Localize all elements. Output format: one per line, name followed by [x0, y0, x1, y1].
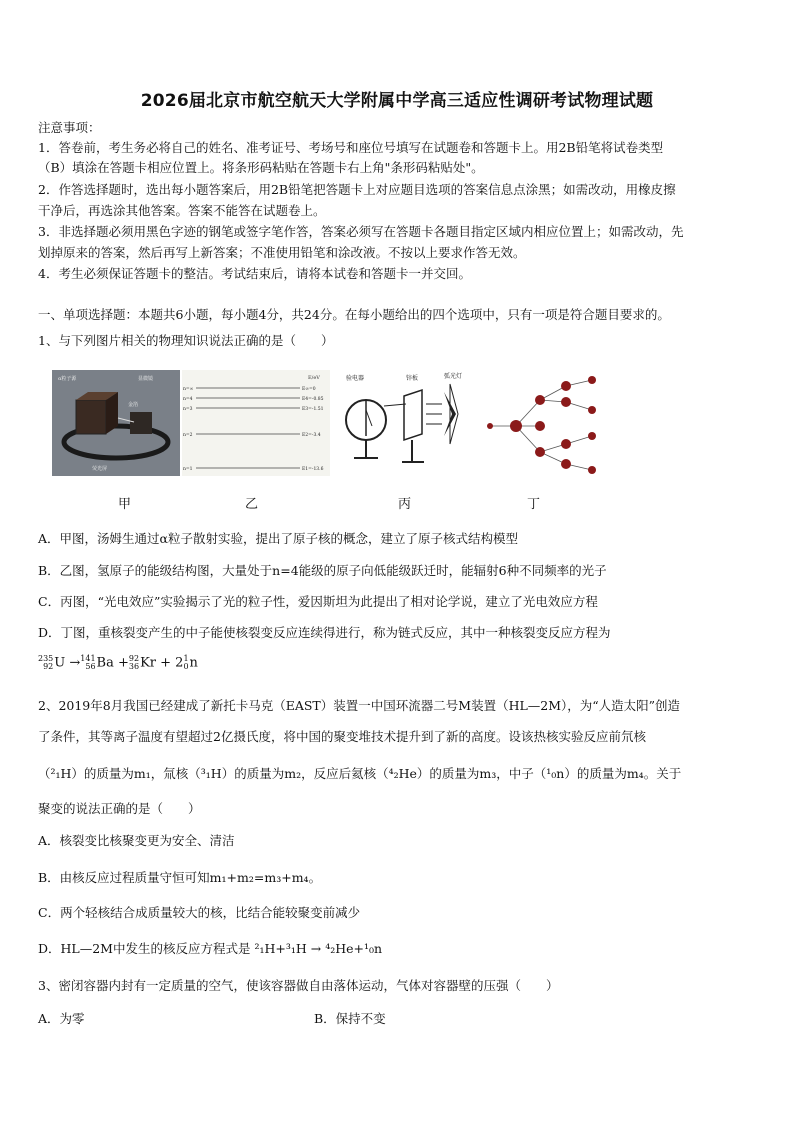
question-1-fission-equation: 235 92 U → 141 56 Ba + 92 36 Kr + 2 1 0 n: [38, 654, 198, 671]
figure-yi-energy: E2=-3.4: [302, 433, 321, 438]
question-2-stem-line: 了条件，其等离子温度有望超过2亿摄氏度，将中国的聚变堆技术提升到了新的高度。设该热核实验反应前氘核: [38, 729, 646, 744]
figure-yi-level: n=∞: [183, 387, 194, 392]
notice-item: 4．考生必须保证答题卡的整洁。考试结束后，请将本试卷和答题卡一并交回。: [38, 266, 471, 281]
figure-yi-level: n=2: [183, 433, 193, 438]
question-3-stem: 3、密闭容器内封有一定质量的空气，使该容器做自由落体运动，气体对容器壁的压强（ ）: [38, 978, 559, 993]
notice-item: 划掉原来的答案，然后再写上新答案；不准使用铅笔和涂改液。不按以上要求作答无效。: [38, 245, 526, 260]
question-1-stem: 1、与下列图片相关的物理知识说法正确的是（ ）: [38, 333, 334, 348]
question-2-option-a: A．核裂变比核聚变更为安全、清洁: [38, 833, 235, 848]
question-3-option-b: B．保持不变: [314, 1011, 386, 1026]
figure-bing-label-lamp: 弧光灯: [444, 373, 463, 380]
figure-bing-label-zinc: 锌板: [406, 375, 419, 382]
figure-yi-unit: E/eV: [308, 375, 320, 381]
question-2-stem-line: 2、2019年8月我国已经建成了新托卡马克（EAST）装置一中国环流器二号M装置（HL—2M），为“人造太阳”创造: [38, 698, 681, 713]
figure-yi-energy-levels: [182, 370, 330, 476]
question-2-option-b: B．由核反应过程质量守恒可知m₁+m₂=m₃+m₄。: [38, 870, 322, 885]
figure-ding-chain-reaction: [480, 370, 612, 476]
figure-bing-label-electroscope: 验电器: [346, 375, 365, 382]
figure-jia-label-foil: 金箔: [128, 402, 139, 408]
question-1-figures: [52, 370, 612, 480]
figure-yi-level: n=4: [183, 397, 193, 402]
figure-label-jia: 甲: [118, 497, 132, 512]
figure-jia-label-source: α粒子源: [58, 376, 77, 382]
figure-jia-scattering-apparatus: [52, 370, 180, 476]
figure-yi-energy: E1=-13.6: [302, 467, 324, 472]
figure-yi-energy: E4=-0.85: [302, 397, 324, 402]
figure-yi-level: n=3: [183, 407, 193, 412]
page-title: 2026届北京市航空航天大学附属中学高三适应性调研考试物理试题: [140, 91, 654, 111]
figure-bing-photoelectric: [340, 370, 474, 476]
figure-jia-label-microscope: 显微镜: [138, 376, 154, 382]
question-2-option-c: C．两个轻核结合成质量较大的核，比结合能较聚变前减少: [38, 905, 361, 920]
question-1-option-c: C．丙图，“光电效应”实验揭示了光的粒子性，爱因斯坦为此提出了相对论学说，建立了光电效应方程: [38, 594, 598, 609]
notice-item: （B）填涂在答题卡相应位置上。将条形码粘贴在答题卡右上角"条形码粘贴处"。: [38, 160, 484, 175]
question-1-option-a: A．甲图，汤姆生通过α粒子散射实验，提出了原子核的概念，建立了原子核式结构模型: [38, 531, 518, 546]
notice-item: 2．作答选择题时，选出每小题答案后，用2B铅笔把答题卡上对应题目选项的答案信息点涂黑；如需改动，用橡皮擦: [38, 182, 676, 197]
question-2-stem-line: （²₁H）的质量为m₁，氚核（³₁H）的质量为m₂，反应后氦核（⁴₂He）的质量为m₃，中子（¹₀n）的质量为m₄。关于: [38, 766, 682, 781]
section-heading: 一、单项选择题：本题共6小题，每小题4分，共24分。在每小题给出的四个选项中，只有一项是符合题目要求的。: [38, 307, 670, 322]
question-1-option-d: D．丁图，重核裂变产生的中子能使核裂变反应连续得进行，称为链式反应，其中一种核裂变反应方程为: [38, 625, 611, 640]
notice-item: 1．答卷前，考生务必将自己的姓名、准考证号、考场号和座位号填写在试题卷和答题卡上。用2B铅笔将试卷类型: [38, 140, 664, 155]
question-2-stem-line: 聚变的说法正确的是（ ）: [38, 801, 201, 816]
figure-yi-energy: E3=-1.51: [302, 407, 324, 412]
figure-yi-energy: E∞=0: [302, 387, 316, 392]
notice-item: 干净后，再选涂其他答案。答案不能答在试题卷上。: [38, 203, 326, 218]
question-3-option-a: A．为零: [38, 1011, 85, 1026]
question-1-option-b: B．乙图，氢原子的能级结构图，大量处于n=4能级的原子向低能级跃迁时，能辐射6种不同频率的光子: [38, 563, 607, 578]
figure-label-ding: 丁: [527, 497, 541, 512]
figure-jia-label-screen: 荧光屏: [92, 466, 108, 472]
figure-yi-level: n=1: [183, 467, 193, 472]
figure-label-yi: 乙: [245, 497, 259, 512]
notice-heading: 注意事项：: [38, 120, 101, 135]
figure-label-bing: 丙: [398, 497, 412, 512]
question-2-option-d: D．HL—2M中发生的核反应方程式是 ²₁H+³₁H → ⁴₂He+¹₀n: [38, 941, 383, 956]
notice-item: 3．非选择题必须用黑色字迹的钢笔或签字笔作答，答案必须写在答题卡各题目指定区域内相应位置上；如需改动，先: [38, 224, 684, 239]
